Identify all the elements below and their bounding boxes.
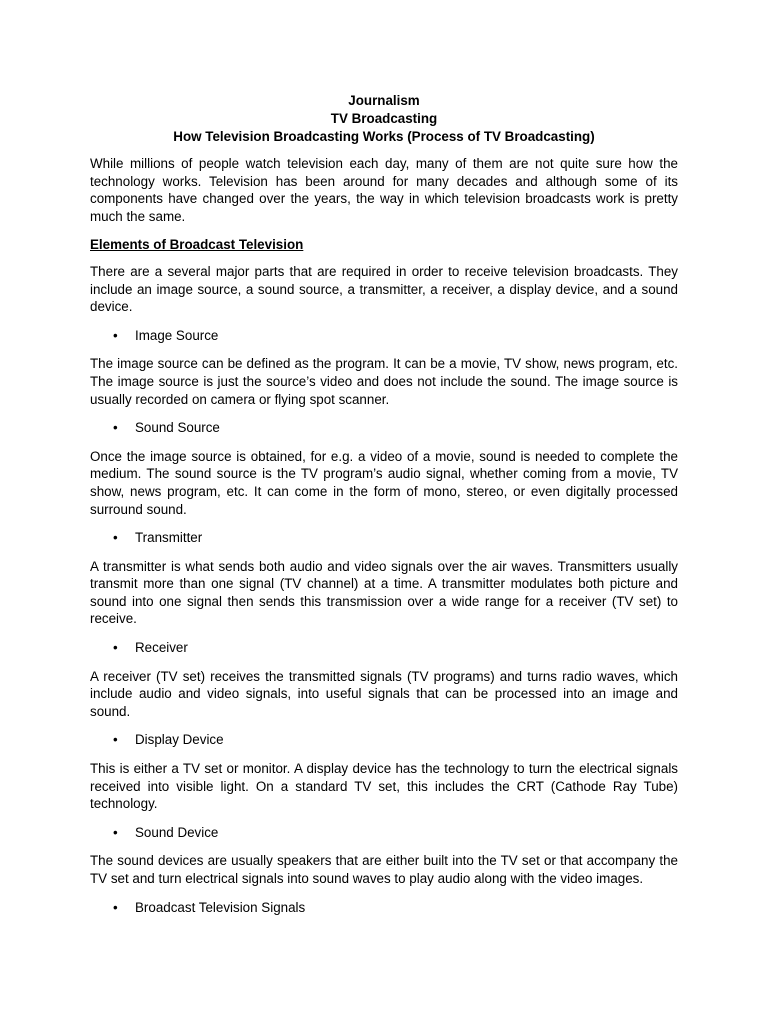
bullet-icon: • (113, 899, 118, 915)
bullet-icon: • (113, 824, 118, 840)
section-heading: Elements of Broadcast Television (90, 237, 304, 253)
bullet-icon: • (113, 420, 118, 436)
bullet-item-transmitter (90, 529, 678, 547)
document-title: How Television Broadcasting Works (Process of TV Broadcasting) (173, 129, 595, 144)
bullet-item-sound-source (90, 419, 678, 437)
bullet-icon: • (113, 732, 118, 748)
bullet-item-broadcast-signals (90, 899, 678, 917)
bullet-label: Broadcast Television Signals (135, 899, 306, 915)
sound-source-paragraph: Once the image source is obtained, for e.g. a video of a movie, sound is needed to complete the medium. The sound source is the TV program’s audio signal, whether coming from a movie, TV show, news program, etc. It can come in the form of mono, stereo, or even digitally processed surround sound. (90, 448, 678, 517)
bullet-icon: • (113, 640, 118, 656)
bullet-item-display-device (90, 731, 678, 749)
image-source-paragraph: The image source can be defined as the program. It can be a movie, TV show, news program, etc. The image source is just the source’s video and does not include the sound. The image source is usually recorded on camera or flying spot scanner. (90, 356, 678, 407)
document-body (90, 155, 678, 927)
sound-device-paragraph: The sound devices are usually speakers that are either built into the TV set or that accompany the TV set and turn electrical signals into sound waves to play audio along with the video images. (90, 853, 678, 886)
bullet-label: Display Device (135, 732, 224, 748)
transmitter-paragraph: A transmitter is what sends both audio and video signals over the air waves. Transmitters usually transmit more than one signal (TV channel) at a time. A transmitter modulates both picture and sound into one signal then sends this transmission over a wide range for a receiver (TV set) to receive. (90, 558, 678, 627)
bullet-label: Transmitter (135, 530, 203, 546)
bullet-item-sound-device (90, 824, 678, 842)
bullet-item-image-source (90, 327, 678, 345)
bullet-label: Receiver (135, 640, 188, 656)
section-intro-paragraph: There are a several major parts that are required in order to receive television broadcasts. They include an image source, a sound source, a transmitter, a receiver, a display device, and a sound device. (90, 263, 678, 315)
bullet-label: Sound Source (135, 420, 220, 436)
bullet-label: Sound Device (135, 824, 219, 840)
intro-paragraph: While millions of people watch television each day, many of them are not quite sure how the technology works. Television has been around for many decades and although some of its components have changed over the years, the way in which television broadcasts work is pretty much the same. (90, 156, 678, 224)
subject-title: Journalism (348, 93, 420, 108)
title-block (90, 92, 678, 146)
bullet-icon: • (113, 327, 118, 343)
display-device-paragraph: This is either a TV set or monitor. A display device has the technology to turn the electrical signals received into visible light. On a standard TV set, this includes the CRT (Cathode Ray Tube) technology. (90, 761, 678, 812)
bullet-label: Image Source (135, 327, 219, 343)
bullet-item-receiver (90, 639, 678, 657)
bullet-icon: • (113, 530, 118, 546)
topic-title: TV Broadcasting (330, 111, 438, 126)
receiver-paragraph: A receiver (TV set) receives the transmitted signals (TV programs) and turns radio waves, which include audio and video signals, into useful signals that can be processed into an image and sound. (90, 668, 678, 719)
